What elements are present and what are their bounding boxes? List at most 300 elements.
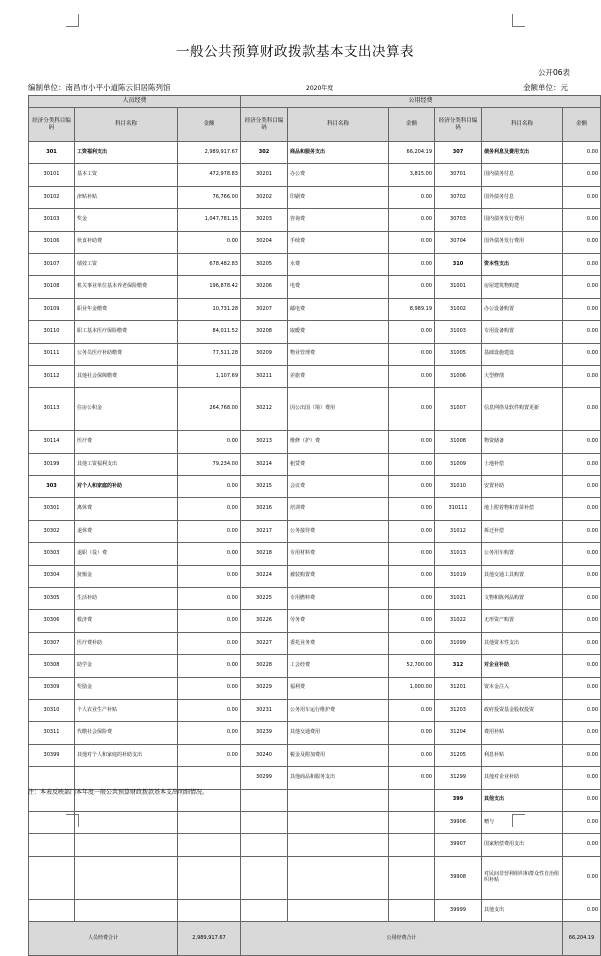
public-amount-cell: 0.00	[563, 543, 601, 565]
public-amount-cell: 0.00	[563, 164, 601, 186]
public-name-cell: 福利费	[288, 677, 389, 699]
public-amount-cell: 0.00	[563, 655, 601, 677]
public-code-cell: 307	[435, 142, 482, 164]
table-number: 公开06表	[537, 68, 570, 77]
header-econ-class: 经济分类科目编码	[29, 108, 75, 142]
public-total-label: 公用经费合计	[241, 922, 563, 956]
table-row	[29, 655, 601, 677]
public-name-cell: 利息补贴	[482, 744, 563, 766]
public-name-cell: 公务接待费	[288, 520, 389, 542]
public-name-cell: 商品和服务支出	[288, 142, 389, 164]
table-row	[29, 856, 601, 899]
public-name-cell: 其他资本性支出	[482, 632, 563, 654]
public-amount-cell: 0.00	[389, 520, 435, 542]
public-amount-cell: 0.00	[563, 856, 601, 899]
public-name-cell: 其他支出	[482, 899, 563, 921]
public-name-cell: 印刷费	[288, 186, 389, 208]
public-amount-cell: 0.00	[563, 767, 601, 789]
public-code-cell: 30204	[241, 231, 288, 253]
personnel-amount-cell: 0.00	[178, 543, 241, 565]
empty-cell	[178, 856, 241, 899]
crop-mark-top-right	[512, 14, 525, 27]
header-row-group	[29, 96, 601, 108]
empty-cell	[75, 834, 178, 856]
personnel-amount-cell: 0.00	[178, 520, 241, 542]
empty-cell	[75, 767, 178, 789]
personnel-amount-cell: 264,768.00	[178, 388, 241, 431]
header-public: 公用经费	[241, 96, 601, 108]
table-row	[29, 298, 601, 320]
public-amount-cell: 0.00	[389, 610, 435, 632]
public-amount-cell: 0.00	[563, 343, 601, 365]
personnel-amount-cell: 79,234.00	[178, 453, 241, 475]
personnel-code-cell: 30303	[29, 543, 75, 565]
header-personnel: 人员经费	[29, 96, 241, 108]
public-code-cell: 31099	[435, 632, 482, 654]
personnel-name-cell: 其他对个人和家庭的补助支出	[75, 744, 178, 766]
public-code-cell: 31019	[435, 565, 482, 587]
public-code-cell: 30703	[435, 209, 482, 231]
empty-cell	[75, 899, 178, 921]
public-name-cell: 拆迁补偿	[482, 520, 563, 542]
personnel-amount-cell: 196,878.42	[178, 276, 241, 298]
personnel-name-cell: 奖励金	[75, 677, 178, 699]
public-code-cell: 30213	[241, 431, 288, 453]
table-row	[29, 767, 601, 789]
public-amount-cell: 0.00	[563, 298, 601, 320]
public-code-cell: 31002	[435, 298, 482, 320]
public-code-cell: 30217	[241, 520, 288, 542]
table-row	[29, 632, 601, 654]
personnel-amount-cell: 0.00	[178, 655, 241, 677]
public-amount-cell: 0.00	[389, 276, 435, 298]
personnel-code-cell: 30399	[29, 744, 75, 766]
totals-row	[29, 922, 601, 956]
public-code-cell: 30216	[241, 498, 288, 520]
public-code-cell: 30299	[241, 767, 288, 789]
public-name-cell: 文物和陈列品购置	[482, 588, 563, 610]
personnel-code-cell: 30101	[29, 164, 75, 186]
table-row	[29, 543, 601, 565]
public-code-cell: 31001	[435, 276, 482, 298]
public-name-cell: 费用补贴	[482, 722, 563, 744]
personnel-name-cell: 退休费	[75, 520, 178, 542]
public-amount-cell: 3,815.00	[389, 164, 435, 186]
table-row	[29, 431, 601, 453]
public-amount-cell: 0.00	[563, 520, 601, 542]
table-row	[29, 699, 601, 721]
personnel-amount-cell: 0.00	[178, 431, 241, 453]
public-amount-cell: 0.00	[389, 543, 435, 565]
public-total-value: 66,204.19	[563, 922, 601, 956]
personnel-code-cell: 30112	[29, 365, 75, 387]
public-code-cell: 31010	[435, 476, 482, 498]
empty-cell	[29, 856, 75, 899]
personnel-code-cell: 30309	[29, 677, 75, 699]
public-code-cell: 39908	[435, 856, 482, 899]
public-name-cell: 委托业务费	[288, 632, 389, 654]
personnel-code-cell: 30199	[29, 453, 75, 475]
empty-cell	[389, 811, 435, 833]
report-meta	[28, 80, 568, 94]
public-name-cell: 物资储备	[482, 431, 563, 453]
public-name-cell: 基础设施建设	[482, 343, 563, 365]
public-name-cell: 取暖费	[288, 321, 389, 343]
public-name-cell: 办公费	[288, 164, 389, 186]
public-amount-cell: 0.00	[563, 677, 601, 699]
public-amount-cell: 0.00	[389, 186, 435, 208]
public-code-cell: 31022	[435, 610, 482, 632]
public-amount-cell: 0.00	[389, 722, 435, 744]
table-row	[29, 610, 601, 632]
public-name-cell: 税金及附加费用	[288, 744, 389, 766]
empty-cell	[241, 856, 288, 899]
public-name-cell: 对企业补助	[482, 655, 563, 677]
public-amount-cell: 0.00	[389, 699, 435, 721]
empty-cell	[389, 834, 435, 856]
public-name-cell: 资本性支出	[482, 253, 563, 275]
empty-cell	[288, 789, 389, 811]
public-amount-cell: 0.00	[389, 388, 435, 431]
table-row	[29, 142, 601, 164]
public-amount-cell: 0.00	[563, 276, 601, 298]
public-code-cell: 30207	[241, 298, 288, 320]
public-amount-cell: 0.00	[563, 789, 601, 811]
header-econ-class: 经济分类科目编码	[241, 108, 288, 142]
public-code-cell: 39906	[435, 811, 482, 833]
crop-mark-top-left	[66, 14, 79, 27]
header-subject-name: 科目名称	[482, 108, 563, 142]
public-name-cell: 债务利息及费用支出	[482, 142, 563, 164]
personnel-code-cell: 30301	[29, 498, 75, 520]
public-amount-cell: 0.00	[563, 588, 601, 610]
public-code-cell: 31007	[435, 388, 482, 431]
personnel-amount-cell: 76,766.00	[178, 186, 241, 208]
personnel-amount-cell: 10,731.28	[178, 298, 241, 320]
public-code-cell: 30202	[241, 186, 288, 208]
header-amount: 金额	[563, 108, 601, 142]
public-name-cell: 咨询费	[288, 209, 389, 231]
personnel-name-cell: 对个人和家庭的补助	[75, 476, 178, 498]
header-amount: 金额	[389, 108, 435, 142]
public-amount-cell: 0.00	[563, 209, 601, 231]
public-name-cell: 租赁费	[288, 453, 389, 475]
table-row	[29, 744, 601, 766]
public-amount-cell: 0.00	[563, 476, 601, 498]
header-subject-name: 科目名称	[288, 108, 389, 142]
empty-cell	[178, 834, 241, 856]
public-name-cell: 其他交通费用	[288, 722, 389, 744]
table-row	[29, 811, 601, 833]
public-name-cell: 其他对企业补助	[482, 767, 563, 789]
empty-cell	[75, 856, 178, 899]
personnel-code-cell: 30311	[29, 722, 75, 744]
public-amount-cell: 8,989.19	[389, 298, 435, 320]
report-year: 2020年度	[306, 85, 334, 92]
public-name-cell: 土地补偿	[482, 453, 563, 475]
public-name-cell: 国外债务付息	[482, 186, 563, 208]
personnel-code-cell: 30113	[29, 388, 75, 431]
personnel-name-cell: 津贴补贴	[75, 186, 178, 208]
public-name-cell: 专用材料费	[288, 543, 389, 565]
personnel-code-cell: 30302	[29, 520, 75, 542]
table-row	[29, 588, 601, 610]
public-amount-cell: 0.00	[389, 365, 435, 387]
public-amount-cell: 0.00	[563, 186, 601, 208]
public-code-cell: 31021	[435, 588, 482, 610]
personnel-name-cell: 奖金	[75, 209, 178, 231]
table-row	[29, 476, 601, 498]
empty-cell	[288, 811, 389, 833]
public-amount-cell: 0.00	[563, 388, 601, 431]
public-name-cell: 政府投资基金股权投资	[482, 699, 563, 721]
personnel-amount-cell: 1,047,781.15	[178, 209, 241, 231]
personnel-amount-cell: 0.00	[178, 565, 241, 587]
empty-cell	[241, 834, 288, 856]
public-code-cell: 31009	[435, 453, 482, 475]
personnel-code-cell: 30107	[29, 253, 75, 275]
empty-cell	[29, 811, 75, 833]
org-label: 编制单位：南昌市小平小道陈云旧居陈列馆	[28, 83, 171, 92]
public-name-cell: 维修（护）费	[288, 431, 389, 453]
personnel-total-label: 人员经费合计	[29, 922, 178, 956]
public-code-cell: 31003	[435, 321, 482, 343]
public-name-cell: 其他商品和服务支出	[288, 767, 389, 789]
personnel-name-cell: 公务员医疗补助缴费	[75, 343, 178, 365]
personnel-name-cell: 其他社会保障缴费	[75, 365, 178, 387]
table-row	[29, 453, 601, 475]
public-amount-cell: 0.00	[389, 431, 435, 453]
page-title: 一般公共预算财政拨款基本支出决算表	[176, 44, 414, 60]
footnote: 注：本表反映部门本年度一般公共预算财政拨款基本支出明细情况。	[28, 789, 209, 796]
empty-cell	[29, 767, 75, 789]
public-name-cell: 国家赔偿费用支出	[482, 834, 563, 856]
personnel-amount-cell: 0.00	[178, 699, 241, 721]
personnel-code-cell: 303	[29, 476, 75, 498]
empty-cell	[389, 899, 435, 921]
public-name-cell: 公务用车运行维护费	[288, 699, 389, 721]
public-code-cell: 39907	[435, 834, 482, 856]
public-name-cell: 电费	[288, 276, 389, 298]
personnel-name-cell: 个人农业生产补贴	[75, 699, 178, 721]
personnel-name-cell: 退职（役）费	[75, 543, 178, 565]
public-amount-cell: 0.00	[563, 431, 601, 453]
table-row	[29, 276, 601, 298]
table-row	[29, 186, 601, 208]
empty-cell	[288, 899, 389, 921]
public-code-cell: 31012	[435, 520, 482, 542]
public-code-cell: 30240	[241, 744, 288, 766]
table-row	[29, 722, 601, 744]
public-amount-cell: 0.00	[389, 744, 435, 766]
personnel-code-cell: 30103	[29, 209, 75, 231]
public-amount-cell: 0.00	[389, 343, 435, 365]
table-row	[29, 164, 601, 186]
table-row	[29, 388, 601, 431]
public-amount-cell: 0.00	[389, 588, 435, 610]
personnel-amount-cell: 0.00	[178, 498, 241, 520]
public-name-cell: 会议费	[288, 476, 389, 498]
public-name-cell: 房屋建筑物购建	[482, 276, 563, 298]
public-code-cell: 310	[435, 253, 482, 275]
personnel-amount-cell: 2,989,917.67	[178, 142, 241, 164]
personnel-code-cell: 301	[29, 142, 75, 164]
public-amount-cell: 0.00	[563, 565, 601, 587]
table-row	[29, 565, 601, 587]
personnel-name-cell: 代缴社会保险费	[75, 722, 178, 744]
personnel-name-cell: 伙食补助费	[75, 231, 178, 253]
personnel-code-cell: 30310	[29, 699, 75, 721]
public-code-cell: 30704	[435, 231, 482, 253]
personnel-name-cell: 绩效工资	[75, 253, 178, 275]
personnel-amount-cell: 84,011.52	[178, 321, 241, 343]
public-code-cell: 30214	[241, 453, 288, 475]
personnel-code-cell: 30307	[29, 632, 75, 654]
personnel-amount-cell: 0.00	[178, 677, 241, 699]
public-amount-cell: 52,700.00	[389, 655, 435, 677]
table-row	[29, 343, 601, 365]
empty-cell	[29, 834, 75, 856]
public-name-cell: 地上附着物和青苗补偿	[482, 498, 563, 520]
public-name-cell: 公务用车购置	[482, 543, 563, 565]
personnel-name-cell: 住房公积金	[75, 388, 178, 431]
public-code-cell: 30211	[241, 365, 288, 387]
public-amount-cell: 0.00	[563, 632, 601, 654]
table-row	[29, 253, 601, 275]
amount-unit: 金额单位：元	[523, 83, 568, 92]
public-name-cell: 专用燃料费	[288, 588, 389, 610]
personnel-amount-cell: 77,511.28	[178, 343, 241, 365]
public-amount-cell: 0.00	[389, 565, 435, 587]
public-amount-cell: 0.00	[389, 231, 435, 253]
public-code-cell: 30208	[241, 321, 288, 343]
public-code-cell: 31299	[435, 767, 482, 789]
public-name-cell: 大型修缮	[482, 365, 563, 387]
table-row	[29, 209, 601, 231]
public-amount-cell: 0.00	[563, 899, 601, 921]
public-code-cell: 30215	[241, 476, 288, 498]
empty-cell	[389, 856, 435, 899]
empty-cell	[241, 899, 288, 921]
personnel-name-cell: 机关事业单位基本养老保险缴费	[75, 276, 178, 298]
public-amount-cell: 0.00	[563, 699, 601, 721]
public-code-cell: 30227	[241, 632, 288, 654]
table-row	[29, 520, 601, 542]
public-amount-cell: 0.00	[563, 834, 601, 856]
public-code-cell: 39999	[435, 899, 482, 921]
table-row	[29, 231, 601, 253]
public-amount-cell: 0.00	[389, 498, 435, 520]
public-code-cell: 302	[241, 142, 288, 164]
table-row	[29, 498, 601, 520]
personnel-name-cell: 医疗费	[75, 431, 178, 453]
public-name-cell: 赠与	[482, 811, 563, 833]
public-name-cell: 办公设备购置	[482, 298, 563, 320]
public-name-cell: 国内债务发行费用	[482, 209, 563, 231]
personnel-amount-cell: 0.00	[178, 476, 241, 498]
empty-cell	[178, 899, 241, 921]
public-amount-cell: 66,204.19	[389, 142, 435, 164]
personnel-name-cell: 生活补助	[75, 588, 178, 610]
public-amount-cell: 0.00	[563, 453, 601, 475]
personnel-name-cell: 离休费	[75, 498, 178, 520]
personnel-total-value: 2,989,917.67	[178, 922, 241, 956]
public-name-cell: 手续费	[288, 231, 389, 253]
public-code-cell: 30203	[241, 209, 288, 231]
personnel-amount-cell: 472,978.83	[178, 164, 241, 186]
personnel-amount-cell: 0.00	[178, 722, 241, 744]
public-code-cell: 31008	[435, 431, 482, 453]
header-subject-name: 科目名称	[75, 108, 178, 142]
personnel-code-cell: 30110	[29, 321, 75, 343]
public-amount-cell: 0.00	[563, 610, 601, 632]
public-name-cell: 劳务费	[288, 610, 389, 632]
personnel-code-cell: 30114	[29, 431, 75, 453]
public-code-cell: 31204	[435, 722, 482, 744]
public-amount-cell: 0.00	[563, 142, 601, 164]
empty-cell	[241, 811, 288, 833]
empty-cell	[178, 811, 241, 833]
personnel-code-cell: 30108	[29, 276, 75, 298]
personnel-code-cell: 30106	[29, 231, 75, 253]
public-amount-cell: 0.00	[563, 722, 601, 744]
public-code-cell: 30701	[435, 164, 482, 186]
personnel-name-cell: 职工基本医疗保险缴费	[75, 321, 178, 343]
public-name-cell: 物业管理费	[288, 343, 389, 365]
personnel-name-cell: 医疗费补助	[75, 632, 178, 654]
public-code-cell: 30209	[241, 343, 288, 365]
public-amount-cell: 1,000.00	[389, 677, 435, 699]
public-name-cell: 差旅费	[288, 365, 389, 387]
public-name-cell: 安置补助	[482, 476, 563, 498]
table-row	[29, 321, 601, 343]
public-code-cell: 31013	[435, 543, 482, 565]
personnel-amount-cell: 678,482.83	[178, 253, 241, 275]
public-name-cell: 水费	[288, 253, 389, 275]
personnel-code-cell: 30111	[29, 343, 75, 365]
public-name-cell: 工会经费	[288, 655, 389, 677]
personnel-name-cell: 工资福利支出	[75, 142, 178, 164]
public-amount-cell: 0.00	[563, 498, 601, 520]
personnel-name-cell: 基本工资	[75, 164, 178, 186]
public-code-cell: 310111	[435, 498, 482, 520]
public-code-cell: 30226	[241, 610, 288, 632]
public-amount-cell: 0.00	[389, 253, 435, 275]
header-row-columns	[29, 108, 601, 142]
personnel-name-cell: 其他工资福利支出	[75, 453, 178, 475]
empty-cell	[288, 856, 389, 899]
public-amount-cell: 0.00	[563, 744, 601, 766]
public-name-cell: 信息网络及软件购置更新	[482, 388, 563, 431]
empty-cell	[29, 899, 75, 921]
public-code-cell: 31205	[435, 744, 482, 766]
table-body	[29, 96, 601, 956]
public-name-cell: 资本金注入	[482, 677, 563, 699]
public-name-cell: 其他支出	[482, 789, 563, 811]
public-code-cell: 31006	[435, 365, 482, 387]
personnel-code-cell: 30306	[29, 610, 75, 632]
public-code-cell: 312	[435, 655, 482, 677]
personnel-name-cell: 助学金	[75, 655, 178, 677]
personnel-amount-cell: 0.00	[178, 231, 241, 253]
public-code-cell: 30218	[241, 543, 288, 565]
public-amount-cell: 0.00	[389, 453, 435, 475]
public-name-cell: 被装购置费	[288, 565, 389, 587]
personnel-amount-cell: 1,107.69	[178, 365, 241, 387]
public-amount-cell: 0.00	[389, 476, 435, 498]
public-amount-cell: 0.00	[563, 231, 601, 253]
empty-cell	[75, 811, 178, 833]
